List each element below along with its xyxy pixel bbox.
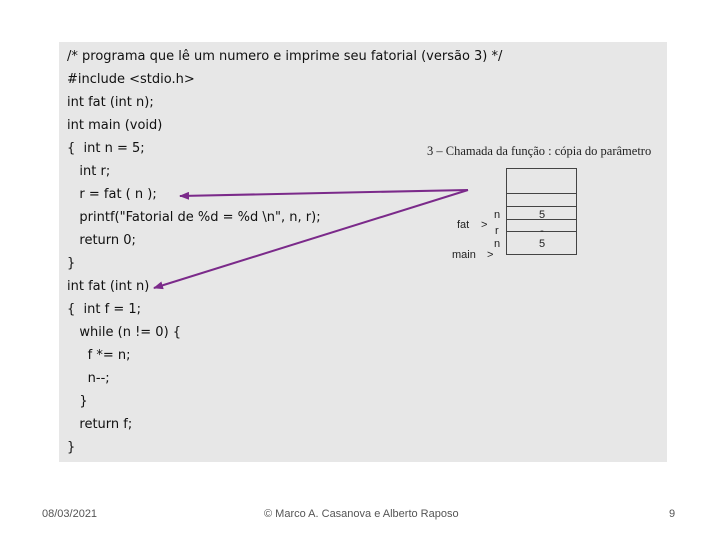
- frame-arrow: >: [487, 249, 494, 261]
- code-line: while (n != 0) {: [67, 325, 182, 340]
- frame-label-fat: fat: [457, 219, 470, 231]
- stack-var-name: n: [494, 209, 501, 221]
- stack-var-name: n: [494, 238, 501, 250]
- code-line: int fat (int n): [67, 279, 150, 294]
- stack-var-value: 5: [538, 209, 546, 221]
- footer-date: 08/03/2021: [42, 508, 98, 520]
- code-line: n--;: [67, 371, 110, 386]
- code-line: int main (void): [67, 118, 163, 133]
- stack-var-value: -: [540, 225, 544, 237]
- page-number: 9: [669, 508, 676, 520]
- code-line: #include <stdio.h>: [67, 72, 195, 87]
- diagram-caption: 3 – Chamada da função : cópia do parâmetro: [427, 144, 652, 158]
- footer-author: © Marco A. Casanova e Alberto Raposo: [264, 508, 459, 520]
- code-line: int r;: [67, 164, 111, 179]
- frame-arrow: >: [481, 219, 488, 231]
- code-line: r = fat ( n );: [67, 187, 157, 202]
- frame-label-main: main: [452, 249, 476, 261]
- param-arrow: [154, 190, 468, 288]
- code-line: }: [67, 256, 76, 271]
- stack-var-value: 5: [538, 238, 546, 250]
- code-line: { int f = 1;: [67, 302, 142, 317]
- code-line: f *= n;: [67, 348, 131, 363]
- stack-var-name: r: [495, 225, 499, 237]
- code-line: printf("Fatorial de %d = %d \n", n, r);: [67, 210, 321, 225]
- code-line: }: [67, 394, 88, 409]
- code-line: int fat (int n);: [67, 95, 154, 110]
- code-line: }: [67, 440, 76, 455]
- code-line: { int n = 5;: [67, 141, 145, 156]
- call-arrow: [180, 190, 468, 196]
- code-line: return 0;: [67, 233, 136, 248]
- code-line: return f;: [67, 417, 133, 432]
- code-line: /* programa que lê um numero e imprime seu fatorial (versão 3) */: [67, 49, 503, 64]
